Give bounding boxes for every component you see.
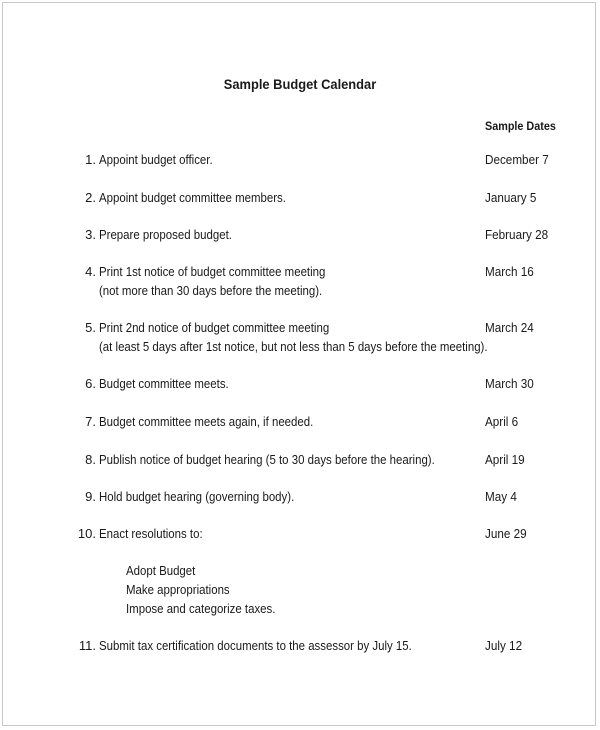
item-task	[99, 412, 429, 431]
item-task	[99, 636, 429, 655]
item-task-line: Appoint budget officer.	[99, 152, 213, 167]
item-task	[99, 225, 429, 244]
item-date: March 24	[485, 320, 534, 335]
item-number: 3.	[85, 227, 96, 242]
item-task-line: Enact resolutions to:	[99, 526, 203, 541]
item-number: 2.	[85, 190, 96, 205]
item-number: 1.	[85, 152, 96, 167]
resolution-item: Adopt Budget	[126, 563, 196, 578]
item-task-line: Print 2nd notice of budget committee meeting	[99, 320, 330, 335]
item-task	[99, 374, 429, 393]
item-number: 7.	[85, 414, 96, 429]
item-task-line: Budget committee meets.	[99, 376, 229, 391]
document-page	[2, 2, 596, 726]
item-number: 4.	[85, 264, 96, 279]
item-task-line: (not more than 30 days before the meeting).	[99, 283, 323, 298]
resolution-item: Make appropriations	[126, 582, 230, 597]
item-number: 8.	[85, 452, 96, 467]
item-date: June 29	[485, 526, 527, 541]
item-number: 5.	[85, 320, 96, 335]
item-number: 6.	[85, 376, 96, 391]
item-task	[99, 150, 429, 169]
item-task-line: Submit tax certification documents to the assessor by July 15.	[99, 638, 412, 653]
item-date: December 7	[485, 152, 549, 167]
item-date: February 28	[485, 227, 549, 242]
item-task	[99, 262, 429, 300]
document-title: Sample Budget Calendar	[223, 76, 377, 92]
item-date: January 5	[485, 190, 537, 205]
item-number: 9.	[85, 489, 96, 504]
item-date: March 16	[485, 264, 534, 279]
item-date: April 19	[485, 452, 525, 467]
item-task	[99, 487, 429, 506]
item-number: 10.	[77, 526, 96, 541]
item-date: July 12	[485, 638, 523, 653]
item-task-line: Appoint budget committee members.	[99, 190, 286, 205]
item-task-line: Prepare proposed budget.	[99, 227, 232, 242]
item-task-line: Publish notice of budget hearing (5 to 30 days before the hearing).	[99, 452, 435, 467]
item-task-line: Budget committee meets again, if needed.	[99, 414, 314, 429]
item-task-line: Print 1st notice of budget committee meeting	[99, 264, 326, 279]
resolutions-list	[126, 561, 275, 618]
item-task	[99, 524, 429, 543]
sample-dates-header: Sample Dates	[485, 119, 556, 133]
item-date: March 30	[485, 376, 534, 391]
item-task	[99, 450, 435, 469]
item-date: April 6	[485, 414, 519, 429]
item-task	[99, 318, 488, 356]
item-date: May 4	[485, 489, 517, 504]
item-number: 11.	[78, 638, 96, 653]
item-task-line: (at least 5 days after 1st notice, but not less than 5 days before the meeting).	[99, 339, 488, 354]
resolution-item: Impose and categorize taxes.	[126, 601, 276, 616]
item-task	[99, 188, 429, 207]
item-task-line: Hold budget hearing (governing body).	[99, 489, 295, 504]
